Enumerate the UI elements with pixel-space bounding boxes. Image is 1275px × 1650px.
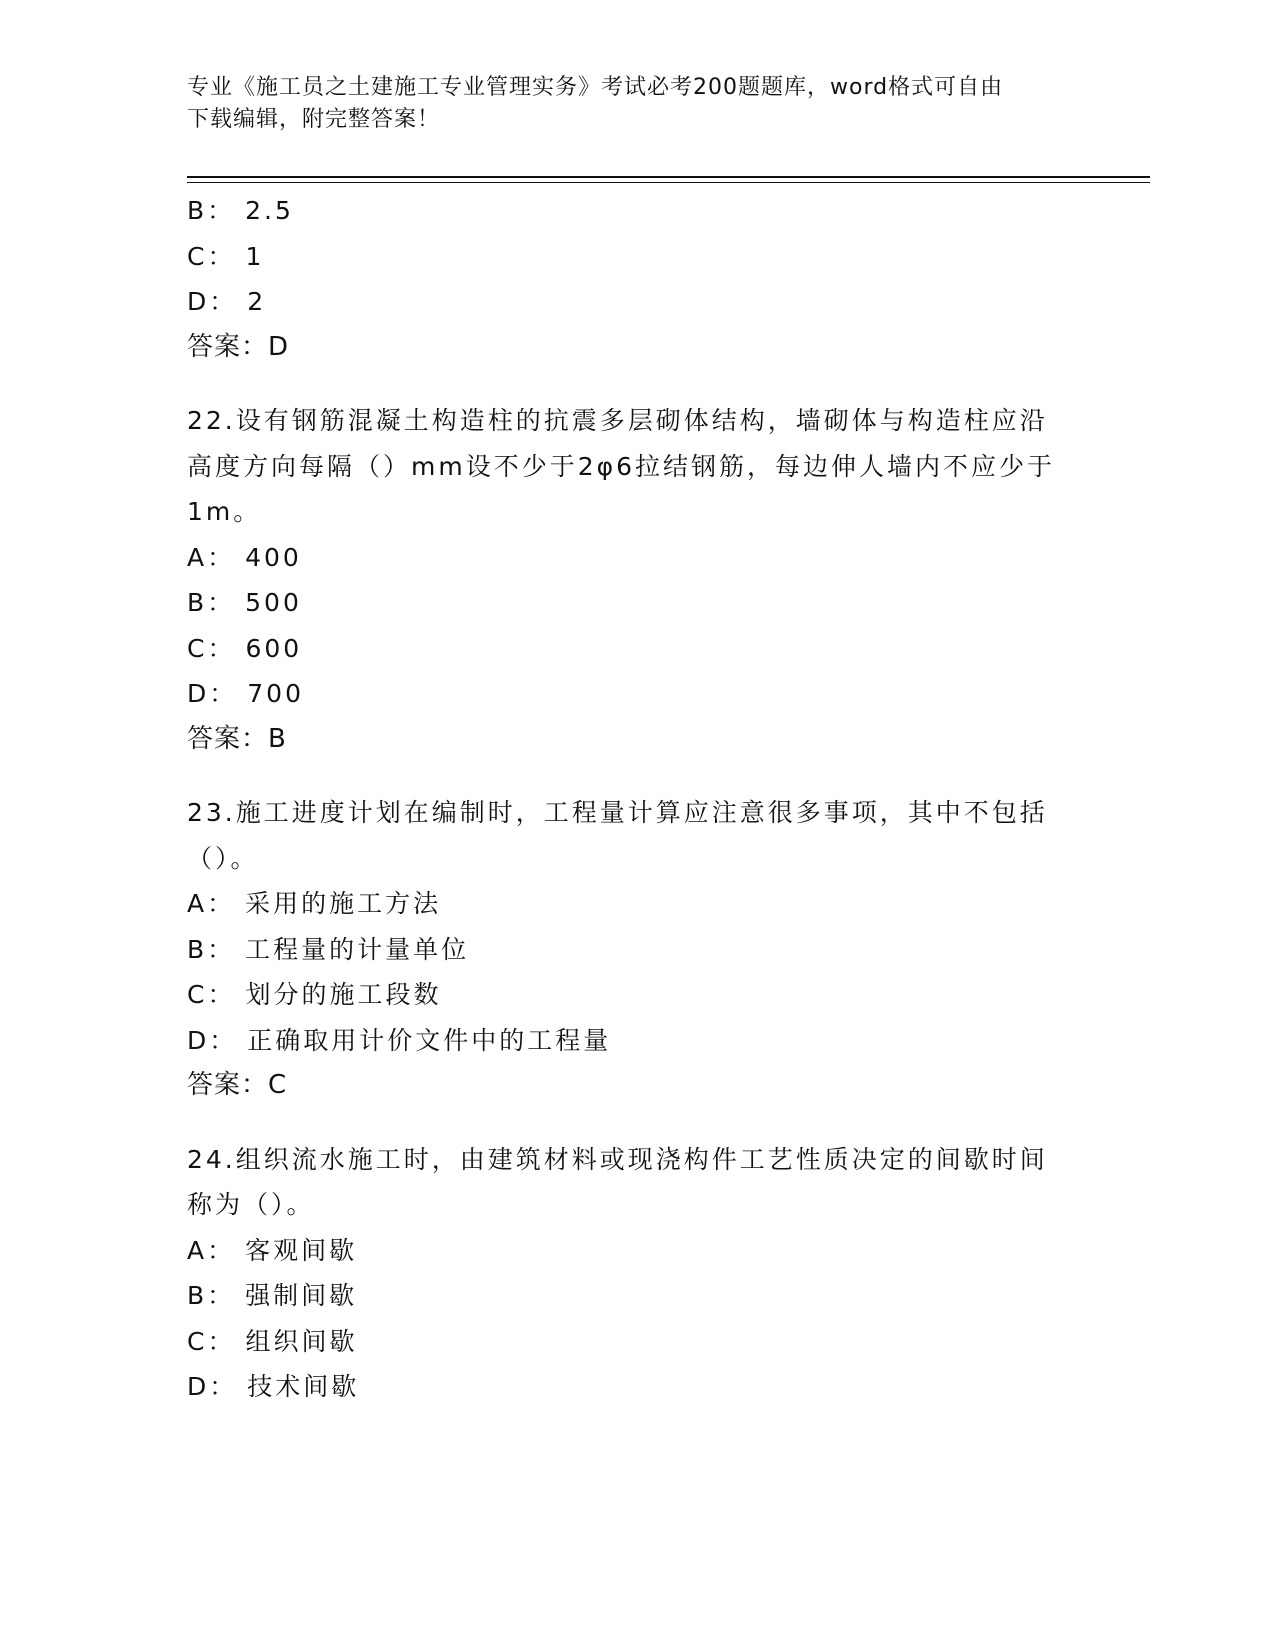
option-label: D： bbox=[187, 287, 238, 316]
option-text: 工程量的计量单位 bbox=[245, 934, 470, 964]
option-b bbox=[187, 1273, 1087, 1319]
header-line-1: 专业《施工员之土建施工专业管理实务》考试必考200题题库，word格式可自由 bbox=[187, 75, 1004, 100]
option-label: C： bbox=[187, 241, 236, 271]
option-label: D： bbox=[187, 1372, 238, 1401]
option-b bbox=[187, 927, 1087, 973]
header-divider-thin bbox=[187, 182, 1150, 183]
question-21-tail bbox=[187, 188, 1087, 370]
option-d bbox=[187, 671, 1087, 717]
option-a bbox=[187, 1228, 1087, 1274]
option-label: B： bbox=[187, 588, 236, 617]
question-text-line: （）。 bbox=[187, 843, 259, 873]
question-text-line: 23.施工进度计划在编制时，工程量计算应注意很多事项，其中不包括 bbox=[187, 798, 1048, 827]
option-a bbox=[187, 881, 1087, 927]
answer-line: 答案：C bbox=[187, 1070, 288, 1100]
option-text: 2 bbox=[247, 287, 267, 316]
option-b bbox=[187, 188, 1087, 234]
option-label: C： bbox=[187, 633, 236, 663]
option-label: A： bbox=[187, 542, 236, 572]
option-text: 1 bbox=[245, 241, 265, 271]
option-label: B： bbox=[187, 196, 236, 225]
option-c bbox=[187, 234, 1087, 280]
option-c bbox=[187, 1319, 1087, 1365]
question-text-line: 24.组织流水施工时，由建筑材料或现浇构件工艺性质决定的间歇时间 bbox=[187, 1144, 1048, 1174]
question-22 bbox=[187, 398, 1087, 762]
option-label: A： bbox=[187, 889, 236, 918]
option-text: 组织间歇 bbox=[245, 1326, 358, 1356]
option-c bbox=[187, 626, 1087, 672]
question-text-line: 1m。 bbox=[187, 497, 262, 526]
option-d bbox=[187, 279, 1087, 325]
page-header bbox=[187, 72, 1067, 136]
option-d bbox=[187, 1364, 1087, 1410]
answer-line: 答案：D bbox=[187, 331, 290, 362]
question-text-line: 称为（）。 bbox=[187, 1190, 315, 1219]
option-text: 500 bbox=[245, 588, 302, 617]
question-23 bbox=[187, 790, 1087, 1109]
option-text: 采用的施工方法 bbox=[245, 889, 442, 918]
option-c bbox=[187, 972, 1087, 1018]
question-24 bbox=[187, 1137, 1087, 1410]
option-text: 700 bbox=[247, 679, 304, 708]
option-label: B： bbox=[187, 1281, 236, 1310]
option-label: D： bbox=[187, 679, 238, 708]
option-label: C： bbox=[187, 1326, 236, 1356]
option-text: 技术间歇 bbox=[247, 1372, 360, 1401]
header-line-2: 下载编辑，附完整答案！ bbox=[187, 107, 441, 132]
option-text: 400 bbox=[245, 542, 302, 572]
option-label: C： bbox=[187, 980, 236, 1009]
header-divider-thick bbox=[187, 176, 1150, 178]
option-b bbox=[187, 580, 1087, 626]
question-text-line: 高度方向每隔（）mm设不少于2φ6拉结钢筋，每边伸人墙内不应少于 bbox=[187, 451, 1056, 481]
option-label: D： bbox=[187, 1025, 238, 1055]
option-text: 划分的施工段数 bbox=[245, 980, 442, 1009]
option-label: A： bbox=[187, 1235, 236, 1265]
option-text: 客观间歇 bbox=[245, 1235, 358, 1265]
option-text: 正确取用计价文件中的工程量 bbox=[247, 1025, 612, 1055]
option-text: 600 bbox=[245, 633, 303, 663]
option-d bbox=[187, 1018, 1087, 1064]
option-text: 强制间歇 bbox=[245, 1281, 358, 1310]
option-a bbox=[187, 535, 1087, 581]
answer-line: 答案：B bbox=[187, 723, 287, 754]
option-label: B： bbox=[187, 934, 236, 964]
question-content bbox=[187, 188, 1087, 1410]
option-text: 2.5 bbox=[245, 196, 294, 225]
question-text-line: 22.设有钢筋混凝土构造柱的抗震多层砌体结构，墙砌体与构造柱应沿 bbox=[187, 406, 1048, 435]
